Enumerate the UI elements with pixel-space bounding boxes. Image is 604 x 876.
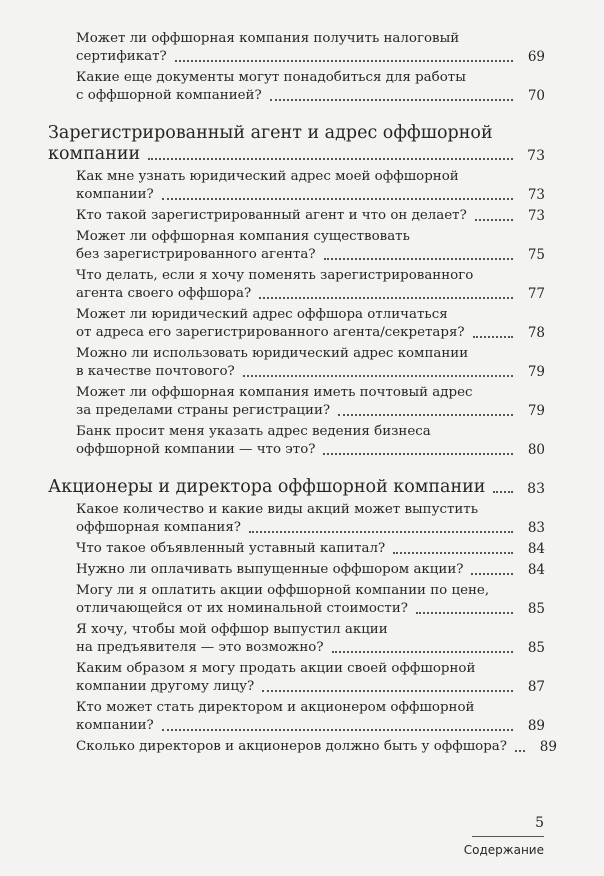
entry-text-line: компании? [76,718,154,733]
section-title-line: компании [48,144,141,164]
footer-rule [472,836,544,837]
toc-section [48,123,545,459]
dot-leader [324,258,514,260]
entry-text-line: Какие еще документы могут понадобиться для работы [76,70,466,85]
table-of-contents [48,30,557,759]
section-title-line: Зарегистрированный агент и адрес оффшорной [48,123,493,143]
toc-entry[interactable] [76,345,545,381]
dot-leader [262,690,513,692]
dot-leader [162,198,513,200]
section-heading[interactable] [48,144,545,165]
entry-text-line: за пределами страны регистрации? [76,403,331,418]
toc-entry[interactable] [76,228,545,264]
entry-page-number: 84 [527,541,545,557]
entry-text-line: Я хочу, чтобы мой оффшор выпустил акции [76,622,388,637]
entry-page-number: 85 [527,601,545,617]
entry-text-line: Сколько директоров и акционеров должно быть у оффшора? [76,739,507,754]
toc-entry[interactable] [76,660,545,696]
entry-text-line: Что делать, если я хочу поменять зарегистрированного [76,268,474,283]
entry-page-number: 89 [539,739,557,755]
entry-text-line: Каким образом я могу продать акции своей оффшорной [76,661,476,676]
toc-entry[interactable] [76,561,545,579]
entry-page-number: 84 [527,562,545,578]
dot-leader [338,414,513,416]
entry-page-number: 77 [527,286,545,302]
toc-entry[interactable] [76,699,545,735]
dot-leader [416,612,513,614]
entry-text-line: в качестве почтового? [76,364,235,379]
entry-text-line: оффшорной компании — что это? [76,442,316,457]
entry-page-number: 85 [527,640,545,656]
entry-text-line: Может ли юридический адрес оффшора отличаться [76,307,448,322]
entry-text-line: на предъявителя — это возможно? [76,640,324,655]
toc-entry[interactable] [76,207,545,225]
entry-text-line: Как мне узнать юридический адрес моей оффшорной [76,169,459,184]
toc-entry[interactable] [76,738,557,756]
toc-entry[interactable] [76,423,545,459]
entry-text-line: с оффшорной компанией? [76,88,262,103]
entry-page-number: 69 [527,49,545,65]
dot-leader [175,60,513,62]
entry-page-number: 75 [527,247,545,263]
entry-page-number: 70 [527,88,545,104]
dot-leader [515,750,525,752]
entry-text-line: Может ли оффшорная компания существовать [76,229,410,244]
dot-leader [323,453,513,455]
entry-page-number: 73 [527,208,545,224]
toc-entry[interactable] [76,267,545,303]
dot-leader [475,219,513,221]
page-number: 5 [535,815,544,831]
dot-leader [332,651,513,653]
toc-entry[interactable] [76,384,545,420]
toc-entry[interactable] [76,69,545,105]
dot-leader [393,552,513,554]
entry-text-line: Кто такой зарегистрированный агент и что он делает? [76,208,467,223]
entry-page-number: 83 [527,520,545,536]
toc-entry[interactable] [76,501,545,537]
toc-entry[interactable] [76,621,545,657]
entry-text-line: компании? [76,187,154,202]
toc-entry[interactable] [76,582,545,618]
entry-page-number: 79 [527,364,545,380]
entry-text-line: оффшорная компания? [76,520,241,535]
dot-leader [493,491,513,493]
entry-text-line: Какое количество и какие виды акций может выпустить [76,502,478,517]
toc-entry[interactable] [76,30,545,66]
toc-entry[interactable] [76,540,545,558]
entry-text-line: Нужно ли оплачивать выпущенные оффшором акции? [76,562,464,577]
entry-text-line: от адреса его зарегистрированного агента/секретаря? [76,325,465,340]
section-page-number: 73 [527,148,545,164]
toc-section [48,477,557,756]
section-page-number: 83 [527,481,545,497]
entry-page-number: 89 [527,718,545,734]
section-heading[interactable] [48,477,545,498]
entry-page-number: 80 [527,442,545,458]
running-footer-label: Содержание [463,843,544,857]
entry-text-line: отличающейся от их номинальной стоимости? [76,601,408,616]
entry-text-line: Может ли оффшорная компания иметь почтовый адрес [76,385,473,400]
entry-text-line: Можно ли использовать юридический адрес компании [76,346,469,361]
section-title-line: Акционеры и директора оффшорной компании [48,477,486,497]
dot-leader [270,99,513,101]
entry-text-line: Что такое объявленный уставный капитал? [76,541,386,556]
dot-leader [162,729,513,731]
entry-text-line: агента своего оффшора? [76,286,252,301]
entry-text-line: без зарегистрированного агента? [76,247,316,262]
entry-page-number: 87 [527,679,545,695]
entry-text-line: Банк просит меня указать адрес ведения бизнеса [76,424,431,439]
entry-text-line: компании другому лицу? [76,679,255,694]
entry-page-number: 78 [527,325,545,341]
dot-leader [471,573,513,575]
toc-entry[interactable] [76,168,545,204]
entry-text-line: Могу ли я оплатить акции оффшорной компании по цене, [76,583,490,598]
toc-section [48,30,545,105]
entry-text-line: сертификат? [76,49,167,64]
entry-text-line: Кто может стать директором и акционером оффшорной [76,700,475,715]
entry-text-line: Может ли оффшорная компания получить налоговый [76,31,460,46]
dot-leader [243,375,513,377]
toc-entry[interactable] [76,306,545,342]
entry-page-number: 79 [527,403,545,419]
entry-page-number: 73 [527,187,545,203]
dot-leader [259,297,513,299]
dot-leader [473,336,513,338]
dot-leader [249,531,513,533]
dot-leader [148,158,513,160]
